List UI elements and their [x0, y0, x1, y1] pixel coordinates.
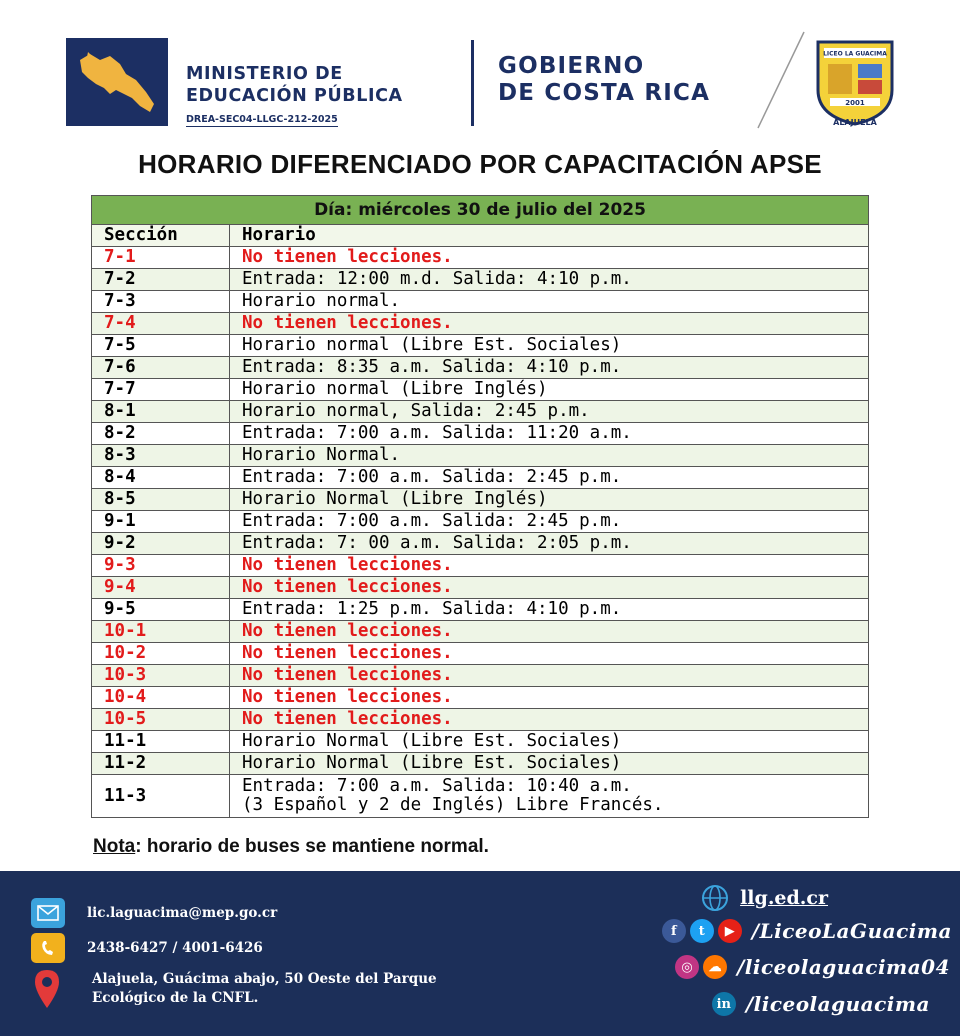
table-row [92, 753, 869, 775]
schedule-cell: Horario Normal (Libre Est. Sociales) [230, 731, 869, 753]
table-row [92, 709, 869, 731]
table-row [92, 445, 869, 467]
table-row [92, 379, 869, 401]
table-row [92, 555, 869, 577]
table-row [92, 423, 869, 445]
footer-email-row [31, 898, 277, 928]
note-label: Nota [93, 836, 136, 857]
section-cell: 10-1 [92, 621, 230, 643]
schedule-cell: Horario normal (Libre Est. Sociales) [230, 335, 869, 357]
footer-phone-row [31, 933, 263, 963]
section-cell: 7-3 [92, 291, 230, 313]
section-cell: 9-3 [92, 555, 230, 577]
social-row-2 [671, 955, 950, 979]
linkedin-handle[interactable]: /liceolaguacima [745, 992, 930, 1016]
section-cell: 8-4 [92, 467, 230, 489]
table-row [92, 731, 869, 753]
section-cell: 7-1 [92, 247, 230, 269]
section-cell: 10-3 [92, 665, 230, 687]
header-slash-divider [756, 30, 806, 130]
youtube-icon[interactable]: ▶ [718, 919, 742, 943]
document-title: HORARIO DIFERENCIADO POR CAPACITACIÓN APSE [138, 149, 822, 179]
table-row [92, 775, 869, 818]
table-row [92, 357, 869, 379]
section-cell: 9-5 [92, 599, 230, 621]
school-crest-icon [812, 38, 898, 130]
schedule-cell: No tienen lecciones. [230, 621, 869, 643]
schedule-cell: Horario Normal. [230, 445, 869, 467]
document-code: DREA-SEC04-LLGC-212-2025 [186, 114, 338, 125]
section-cell: 7-4 [92, 313, 230, 335]
bus-note [93, 836, 489, 858]
section-cell: 10-2 [92, 643, 230, 665]
table-row [92, 643, 869, 665]
footer-phone[interactable]: 2438-6427 / 4001-6426 [87, 939, 263, 956]
globe-icon [700, 883, 730, 913]
section-cell: 11-3 [92, 775, 230, 818]
column-header-section: Sección [92, 225, 230, 247]
section-cell: 7-2 [92, 269, 230, 291]
table-row [92, 247, 869, 269]
government-line2: DE COSTA RICA [498, 80, 711, 106]
schedule-cell: Entrada: 7:00 a.m. Salida: 11:20 a.m. [230, 423, 869, 445]
schedule-cell [230, 775, 869, 818]
section-cell: 9-1 [92, 511, 230, 533]
day-heading: Día: miércoles 30 de julio del 2025 [92, 196, 869, 225]
schedule-cell: Horario normal, Salida: 2:45 p.m. [230, 401, 869, 423]
schedule-cell: Horario Normal (Libre Inglés) [230, 489, 869, 511]
schedule-table [91, 195, 869, 818]
table-row [92, 511, 869, 533]
twitter-icon[interactable]: t [690, 919, 714, 943]
column-header-row [92, 225, 869, 247]
facebook-icon[interactable]: f [662, 919, 686, 943]
schedule-cell: Entrada: 8:35 a.m. Salida: 4:10 p.m. [230, 357, 869, 379]
instagram-icon[interactable]: ◎ [675, 955, 699, 979]
section-cell: 7-7 [92, 379, 230, 401]
costa-rica-map-logo [66, 38, 168, 126]
day-row [92, 196, 869, 225]
section-cell: 11-1 [92, 731, 230, 753]
location-pin-icon [34, 969, 60, 1009]
address-line1: Alajuela, Guácima abajo, 50 Oeste del Parque [92, 971, 437, 987]
header-divider [471, 40, 474, 126]
schedule-cell: No tienen lecciones. [230, 709, 869, 731]
government-name [498, 53, 710, 107]
page-header [0, 0, 960, 140]
table-row [92, 665, 869, 687]
schedule-cell: No tienen lecciones. [230, 247, 869, 269]
schedule-cell: Horario Normal (Libre Est. Sociales) [230, 753, 869, 775]
government-line1: GOBIERNO [498, 53, 645, 79]
table-row [92, 621, 869, 643]
address-line2: Ecológico de la CNFL. [92, 990, 259, 1006]
schedule-cell: Entrada: 7: 00 a.m. Salida: 2:05 p.m. [230, 533, 869, 555]
schedule-cell: Entrada: 1:25 p.m. Salida: 4:10 p.m. [230, 599, 869, 621]
schedule-cell: No tienen lecciones. [230, 665, 869, 687]
schedule-cell: No tienen lecciones. [230, 555, 869, 577]
schedule-cell: Entrada: 7:00 a.m. Salida: 2:45 p.m. [230, 467, 869, 489]
table-row [92, 577, 869, 599]
schedule-cell: No tienen lecciones. [230, 643, 869, 665]
table-row [92, 687, 869, 709]
section-cell: 8-5 [92, 489, 230, 511]
phone-icon [31, 933, 65, 963]
section-cell: 11-2 [92, 753, 230, 775]
table-row [92, 599, 869, 621]
crest-top-text: LICEO LA GUACIMA [823, 50, 887, 58]
schedule-line: (3 Español y 2 de Inglés) Libre Francés. [242, 795, 664, 815]
footer-address [92, 970, 437, 1008]
website-row [700, 883, 828, 913]
schedule-cell: No tienen lecciones. [230, 313, 869, 335]
note-text: : horario de buses se mantiene normal. [135, 836, 489, 857]
table-row [92, 489, 869, 511]
mail-icon [31, 898, 65, 928]
section-cell: 8-1 [92, 401, 230, 423]
section-cell: 10-5 [92, 709, 230, 731]
ministry-name [186, 63, 466, 127]
section-cell: 7-6 [92, 357, 230, 379]
section-cell: 7-5 [92, 335, 230, 357]
section-cell: 8-2 [92, 423, 230, 445]
instagram-handle[interactable]: /liceolaguacima04 [736, 955, 950, 979]
ministry-line2: EDUCACIÓN PÚBLICA [186, 86, 403, 106]
crest-year: 2001 [845, 99, 865, 107]
table-row [92, 269, 869, 291]
table-row [92, 533, 869, 555]
soundcloud-icon[interactable]: ☁ [703, 955, 727, 979]
ministry-line1: MINISTERIO DE [186, 64, 343, 84]
section-cell: 9-2 [92, 533, 230, 555]
table-row [92, 335, 869, 357]
section-cell: 9-4 [92, 577, 230, 599]
table-row [92, 401, 869, 423]
schedule-cell: Entrada: 7:00 a.m. Salida: 2:45 p.m. [230, 511, 869, 533]
facebook-handle[interactable]: /LiceoLaGuacima [751, 919, 952, 943]
table-row [92, 467, 869, 489]
crest-label: ALAJUELA [833, 118, 877, 127]
schedule-cell: Horario normal. [230, 291, 869, 313]
section-cell: 10-4 [92, 687, 230, 709]
social-row-3 [708, 992, 930, 1016]
schedule-cell: No tienen lecciones. [230, 687, 869, 709]
section-cell: 8-3 [92, 445, 230, 467]
linkedin-icon[interactable]: in [712, 992, 736, 1016]
table-row [92, 313, 869, 335]
footer-email[interactable]: lic.laguacima@mep.go.cr [87, 904, 278, 921]
column-header-schedule: Horario [230, 225, 869, 247]
contact-footer [0, 871, 960, 1036]
schedule-cell: No tienen lecciones. [230, 577, 869, 599]
schedule-cell: Entrada: 12:00 m.d. Salida: 4:10 p.m. [230, 269, 869, 291]
footer-address-row [34, 969, 437, 1009]
website-link[interactable]: llg.ed.cr [740, 887, 828, 909]
table-row [92, 291, 869, 313]
schedule-cell: Horario normal (Libre Inglés) [230, 379, 869, 401]
social-row-1 [658, 919, 952, 943]
schedule-line: Entrada: 7:00 a.m. Salida: 10:40 a.m. [242, 776, 632, 796]
